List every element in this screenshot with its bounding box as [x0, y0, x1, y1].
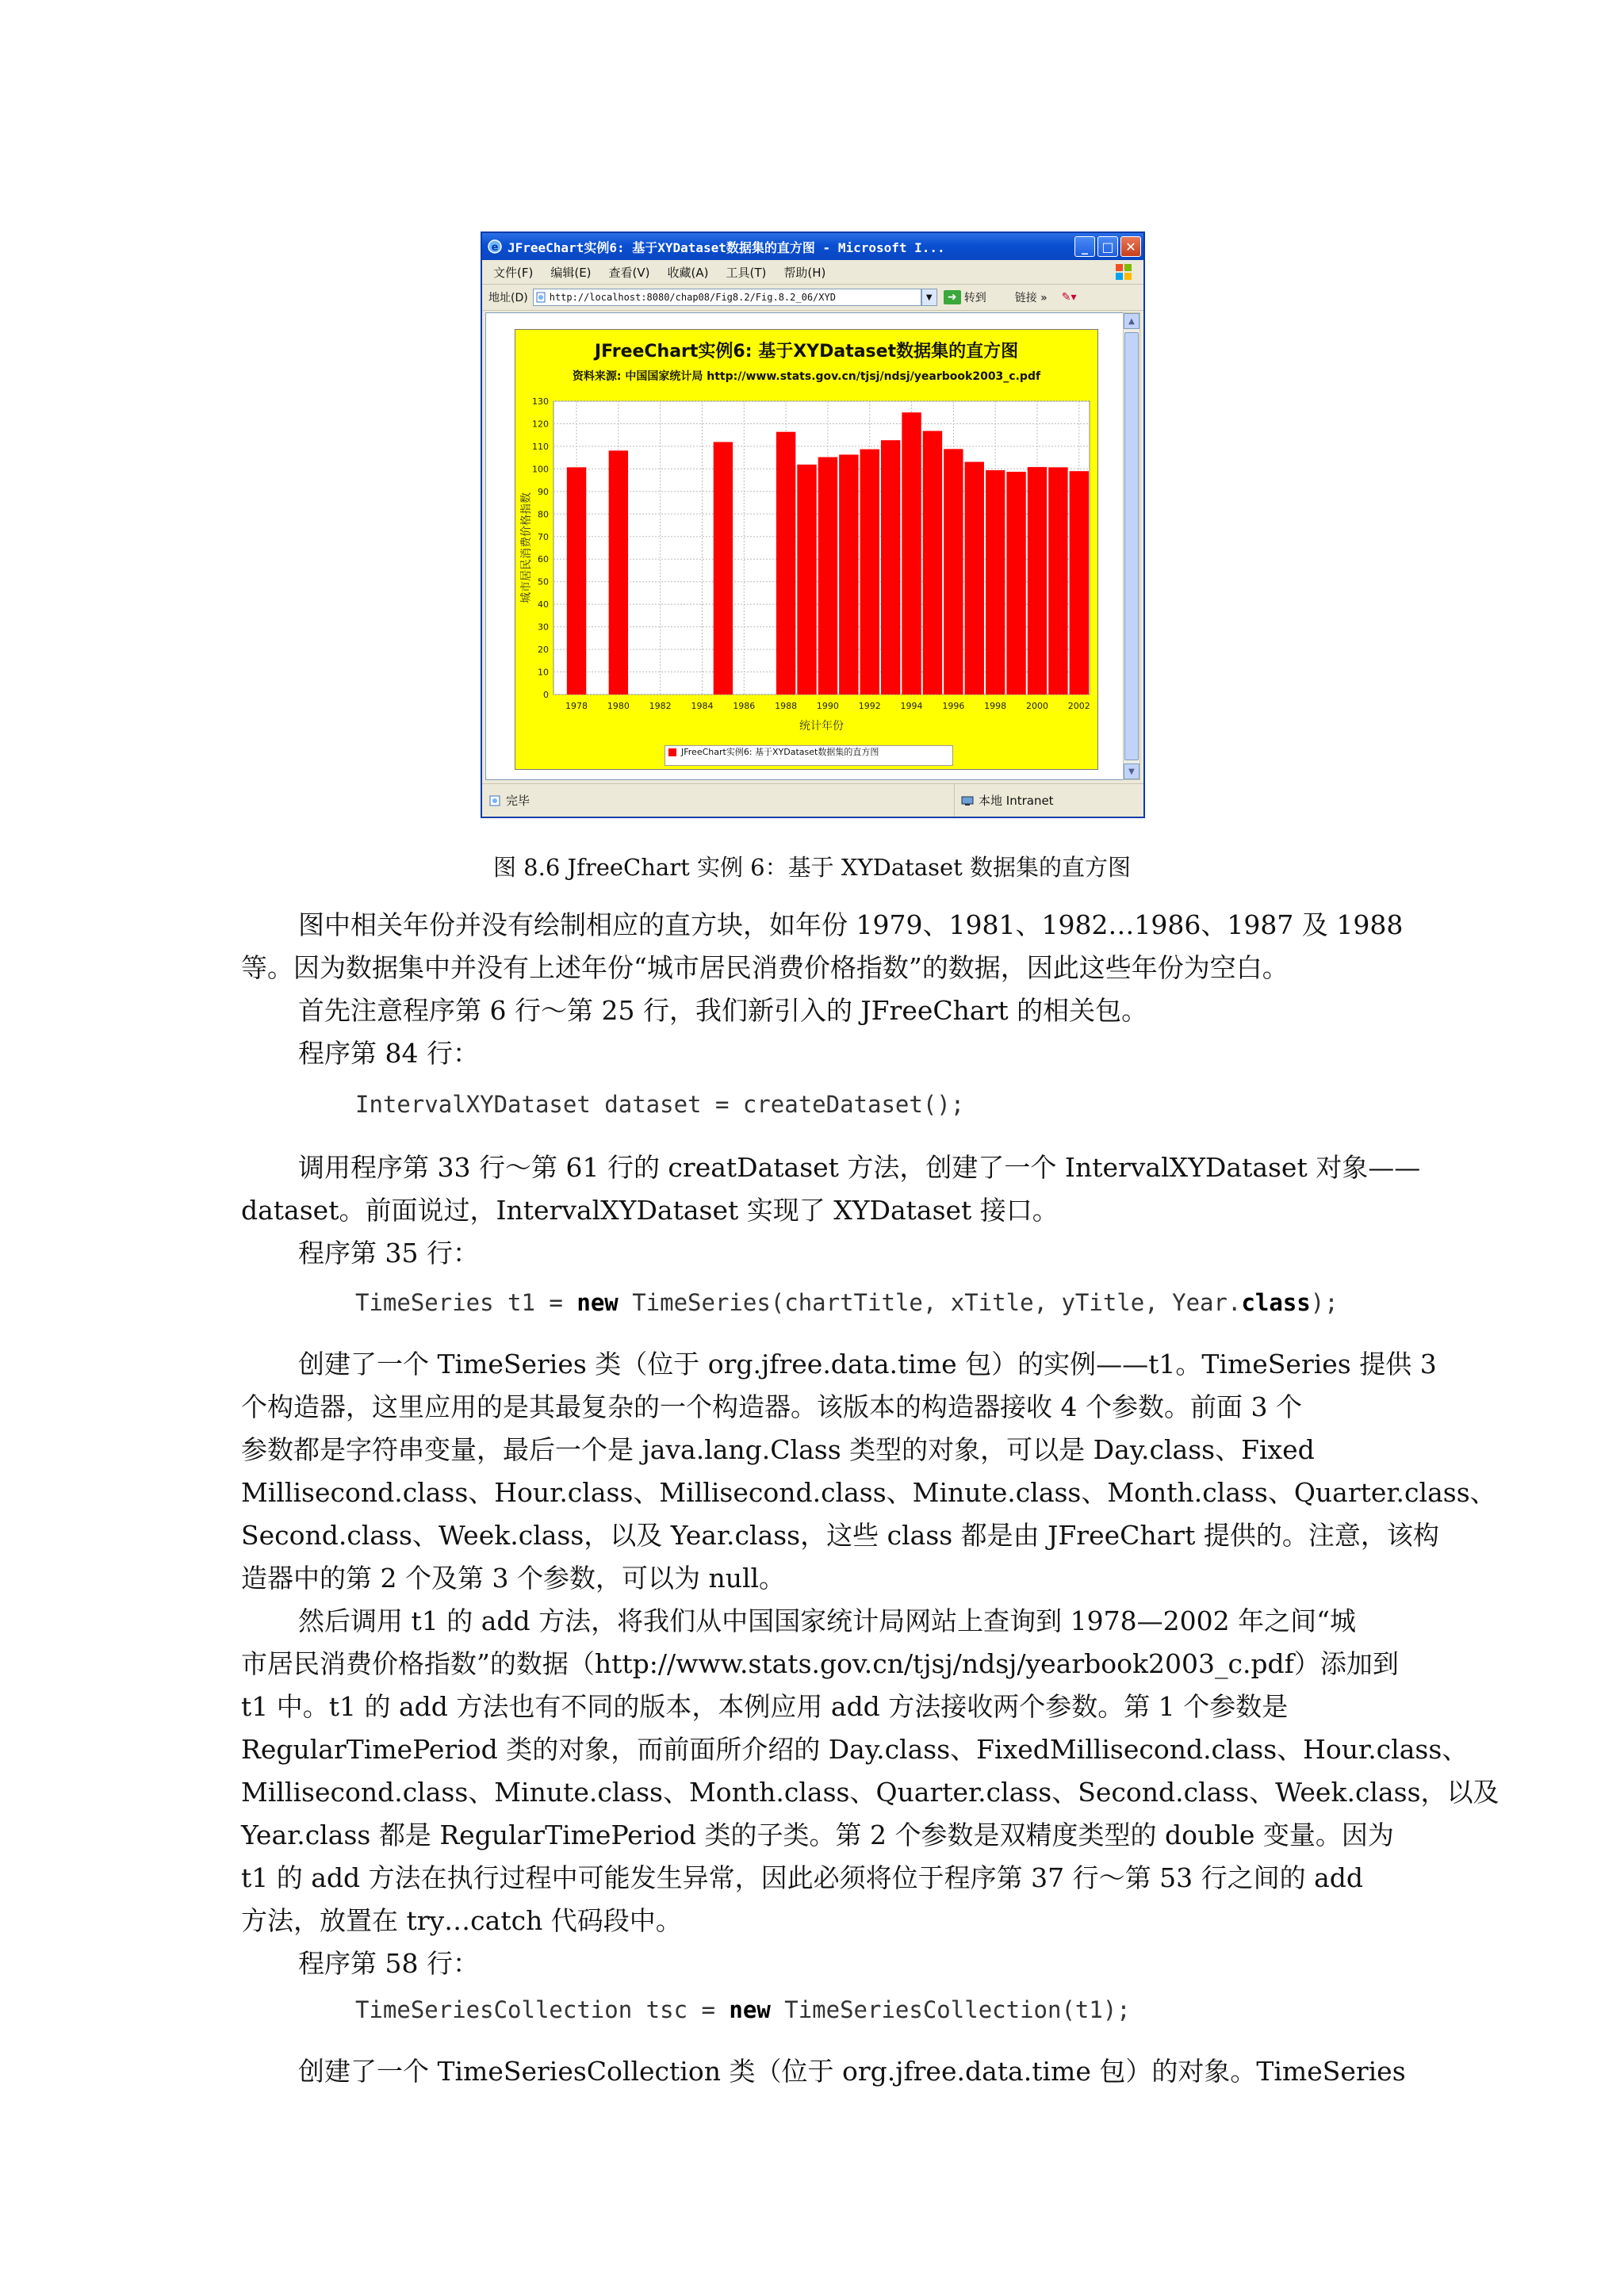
bar	[776, 432, 795, 695]
bar	[965, 462, 984, 695]
text-line: 方法，放置在 try…catch 代码段中。	[241, 1905, 682, 1936]
text-line: 首先注意程序第 6 行～第 25 行，我们新引入的 JFreeChart 的相关包。	[298, 995, 1148, 1026]
x-axis-label: 统计年份	[799, 720, 844, 733]
bar	[1070, 471, 1089, 695]
text-line: 创建了一个 TimeSeriesCollection 类（位于 org.jfree.data.time 包）的对象。TimeSeries	[298, 2056, 1406, 2087]
menu-edit[interactable]: 编辑(E)	[550, 265, 592, 280]
toolbar-extra-icon[interactable]: ✎▾	[1061, 291, 1077, 304]
go-arrow-icon: ➜	[944, 290, 961, 304]
links-label: 链接	[1014, 292, 1037, 304]
links-button[interactable]: 链接 »	[1014, 292, 1048, 304]
chevron-down-icon: ▼	[925, 293, 933, 302]
minimize-button[interactable]	[1074, 236, 1095, 257]
code-keyword: class	[1241, 1289, 1311, 1316]
maximize-button[interactable]	[1097, 236, 1118, 257]
text-line: dataset。前面说过，IntervalXYDataset 实现了 XYDataset 接口。	[241, 1195, 1059, 1226]
scroll-up-button[interactable]	[1124, 313, 1139, 329]
close-button[interactable]	[1120, 236, 1141, 257]
x-tick-label: 1992	[858, 701, 881, 711]
page-viewport	[485, 312, 1124, 780]
chart-legend	[665, 745, 953, 766]
y-tick-label: 80	[538, 509, 549, 520]
code-token: TimeSeriesCollection(t1);	[770, 1996, 1131, 2023]
y-tick-label: 110	[532, 441, 549, 452]
x-tick-label: 1996	[942, 701, 965, 711]
text-line: 市居民消费价格指数”的数据（http://www.stats.gov.cn/tjsj/ndsj/yearbook2003_c.pdf）添加到	[241, 1648, 1399, 1679]
x-tick-label: 1998	[984, 701, 1007, 711]
address-bar	[482, 285, 1143, 311]
x-tick-label: 1988	[775, 701, 798, 711]
bar	[902, 412, 921, 695]
maximize-icon: □	[1101, 239, 1114, 254]
y-tick-label: 60	[538, 554, 549, 565]
text-line: 创建了一个 TimeSeries 类（位于 org.jfree.data.time 包）的实例——t1。TimeSeries 提供 3	[298, 1349, 1437, 1380]
bar	[860, 450, 879, 695]
x-tick-label: 1994	[900, 701, 923, 711]
vertical-scrollbar[interactable]	[1123, 312, 1140, 780]
ie-icon	[487, 239, 503, 254]
scroll-down-button[interactable]	[1124, 763, 1139, 779]
bar	[818, 457, 837, 695]
code-token: );	[1310, 1289, 1339, 1316]
x-tick-label: 2002	[1067, 701, 1090, 711]
x-tick-label: 1984	[691, 701, 714, 711]
y-tick-label: 50	[538, 576, 549, 587]
page-done-icon	[488, 794, 501, 807]
y-tick-label: 120	[532, 419, 549, 430]
text-line: 程序第 35 行：	[298, 1238, 479, 1269]
x-tick-label: 1978	[565, 701, 588, 711]
scroll-thumb[interactable]	[1124, 332, 1139, 760]
bar	[567, 467, 586, 695]
chevron-up-icon: ▲	[1128, 316, 1135, 326]
window-titlebar[interactable]	[482, 233, 1143, 260]
bar	[923, 431, 942, 695]
text-line: 调用程序第 33 行～第 61 行的 creatDataset 方法，创建了一个 IntervalXYDataset 对象——	[298, 1152, 1421, 1183]
paragraph-1	[241, 904, 1404, 1075]
close-icon: ✕	[1125, 239, 1136, 254]
x-tick-label: 2000	[1025, 701, 1048, 711]
bar	[881, 440, 900, 695]
y-tick-label: 70	[538, 531, 549, 542]
page-icon	[535, 292, 546, 303]
chart-subtitle: 资料来源: 中国国家统计局 http://www.stats.gov.cn/tjsj/ndsj/yearbook2003_c.pdf	[572, 370, 1041, 383]
text-line: 然后调用 t1 的 add 方法，将我们从中国国家统计局网站上查询到 1978—2002 年之间“城	[298, 1605, 1356, 1636]
bar	[944, 449, 963, 695]
go-button[interactable]	[944, 289, 986, 305]
bar	[609, 450, 628, 695]
text-line: 造器中的第 2 个及第 3 个参数，可以为 null。	[241, 1563, 786, 1594]
figure-caption: 图 8.6 JfreeChart 实例 6：基于 XYDataset 数据集的直方图	[492, 854, 1132, 881]
text-line: 等。因为数据集中并没有上述年份“城市居民消费价格指数”的数据，因此这些年份为空白。	[241, 952, 1289, 983]
text-line: 图中相关年份并没有绘制相应的直方块，如年份 1979、1981、1982…1986、1987 及 1988	[298, 909, 1404, 940]
x-tick-label: 1990	[816, 701, 839, 711]
text-line: 程序第 58 行：	[298, 1948, 479, 1979]
y-tick-label: 40	[538, 599, 549, 610]
y-axis-label: 城市居民消费价格指数	[520, 492, 533, 603]
chart-panel	[515, 329, 1098, 770]
text-line: RegularTimePeriod 类的对象，而前面所介绍的 Day.class、FixedMillisecond.class、Hour.class、	[241, 1734, 1469, 1765]
address-label: 地址(D)	[488, 292, 528, 304]
y-tick-label: 10	[538, 667, 549, 678]
menu-favorites[interactable]: 收藏(A)	[667, 265, 709, 280]
text-line: Millisecond.class、Hour.class、Millisecond.class、Minute.class、Month.class、Quarter.class、	[241, 1477, 1496, 1508]
y-tick-label: 20	[538, 645, 549, 656]
x-tick-label: 1982	[649, 701, 672, 711]
y-tick-label: 30	[538, 622, 549, 633]
code-line-2	[355, 1289, 1339, 1316]
menu-file[interactable]: 文件(F)	[493, 265, 534, 280]
code-token: TimeSeries(chartTitle, xTitle, yTitle, Year.	[618, 1289, 1242, 1316]
text-line: Second.class、Week.class，以及 Year.class，这些 class 都是由 JFreeChart 提供的。注意，该构	[241, 1520, 1439, 1551]
text-line: 程序第 84 行：	[298, 1038, 479, 1069]
x-tick-label: 1980	[607, 701, 630, 711]
bar	[797, 465, 816, 695]
zone-text: 本地 Intranet	[979, 794, 1054, 808]
y-tick-label: 90	[538, 486, 549, 497]
menu-help[interactable]: 帮助(H)	[783, 265, 826, 280]
legend-swatch	[668, 748, 676, 756]
text-line: Year.class 都是 RegularTimePeriod 类的子类。第 2 个参数是双精度类型的 double 变量。因为	[241, 1820, 1394, 1850]
menu-bar	[482, 260, 1143, 285]
text-line: t1 中。t1 的 add 方法也有不同的版本，本例应用 add 方法接收两个参数。第 1 个参数是	[241, 1691, 1289, 1722]
menu-tools[interactable]: 工具(T)	[726, 265, 767, 280]
bar	[1006, 472, 1025, 695]
status-bar	[482, 783, 1143, 817]
paragraph-4	[241, 2050, 1406, 2093]
bar	[1048, 467, 1067, 695]
window-title: JFreeChart实例6: 基于XYDataset数据集的直方图 - Microsoft I...	[508, 239, 945, 255]
bar	[1028, 467, 1047, 695]
text-line: t1 的 add 方法在执行过程中可能发生异常，因此必须将位于程序第 37 行～第 53 行之间的 add	[241, 1862, 1364, 1893]
code-token: TimeSeries t1 =	[355, 1289, 577, 1316]
windows-flag-icon	[1113, 262, 1134, 282]
paragraph-2	[241, 1146, 1421, 1275]
intranet-zone-icon	[961, 794, 974, 807]
y-tick-label: 130	[532, 396, 549, 407]
y-tick-label: 0	[543, 690, 549, 700]
bar	[714, 442, 733, 695]
bar	[839, 454, 858, 695]
svg-text:e: e	[491, 242, 499, 254]
menu-view[interactable]: 查看(V)	[608, 265, 650, 280]
paragraph-3	[241, 1343, 1500, 1985]
minimize-icon: _	[1082, 239, 1088, 254]
code-token: TimeSeriesCollection tsc =	[355, 1996, 730, 2023]
chart-svg	[515, 330, 1099, 771]
address-dropdown-button[interactable]	[921, 289, 937, 306]
text-line: Millisecond.class、Minute.class、Month.class、Quarter.class、Second.class、Week.class，以及	[241, 1777, 1500, 1808]
text-line: 个构造器，这里应用的是其最复杂的一个构造器。该版本的构造器接收 4 个参数。前面 3 个	[241, 1391, 1302, 1422]
x-tick-label: 1986	[733, 701, 756, 711]
text-line: 参数都是字符串变量，最后一个是 java.lang.Class 类型的对象，可以是 Day.class、Fixed	[241, 1434, 1315, 1465]
browser-window	[481, 232, 1145, 818]
code-keyword: new	[729, 1996, 771, 2023]
y-tick-label: 100	[532, 464, 549, 475]
code-keyword: new	[576, 1289, 619, 1316]
go-label: 转到	[963, 292, 986, 304]
chart-title: JFreeChart实例6: 基于XYDataset数据集的直方图	[594, 342, 1019, 362]
chevron-down-icon: ▼	[1128, 767, 1135, 776]
legend-label: JFreeChart实例6: 基于XYDataset数据集的直方图	[681, 747, 879, 757]
code-line-1: IntervalXYDataset dataset = createDataset();	[355, 1091, 965, 1118]
bar	[986, 470, 1005, 695]
status-text: 完毕	[506, 794, 530, 808]
code-line-3	[355, 1996, 1131, 2023]
address-input[interactable]	[533, 289, 921, 306]
address-value: http://localhost:8080/chap08/Fig8.2/Fig.8.2_06/XYD	[549, 292, 836, 303]
